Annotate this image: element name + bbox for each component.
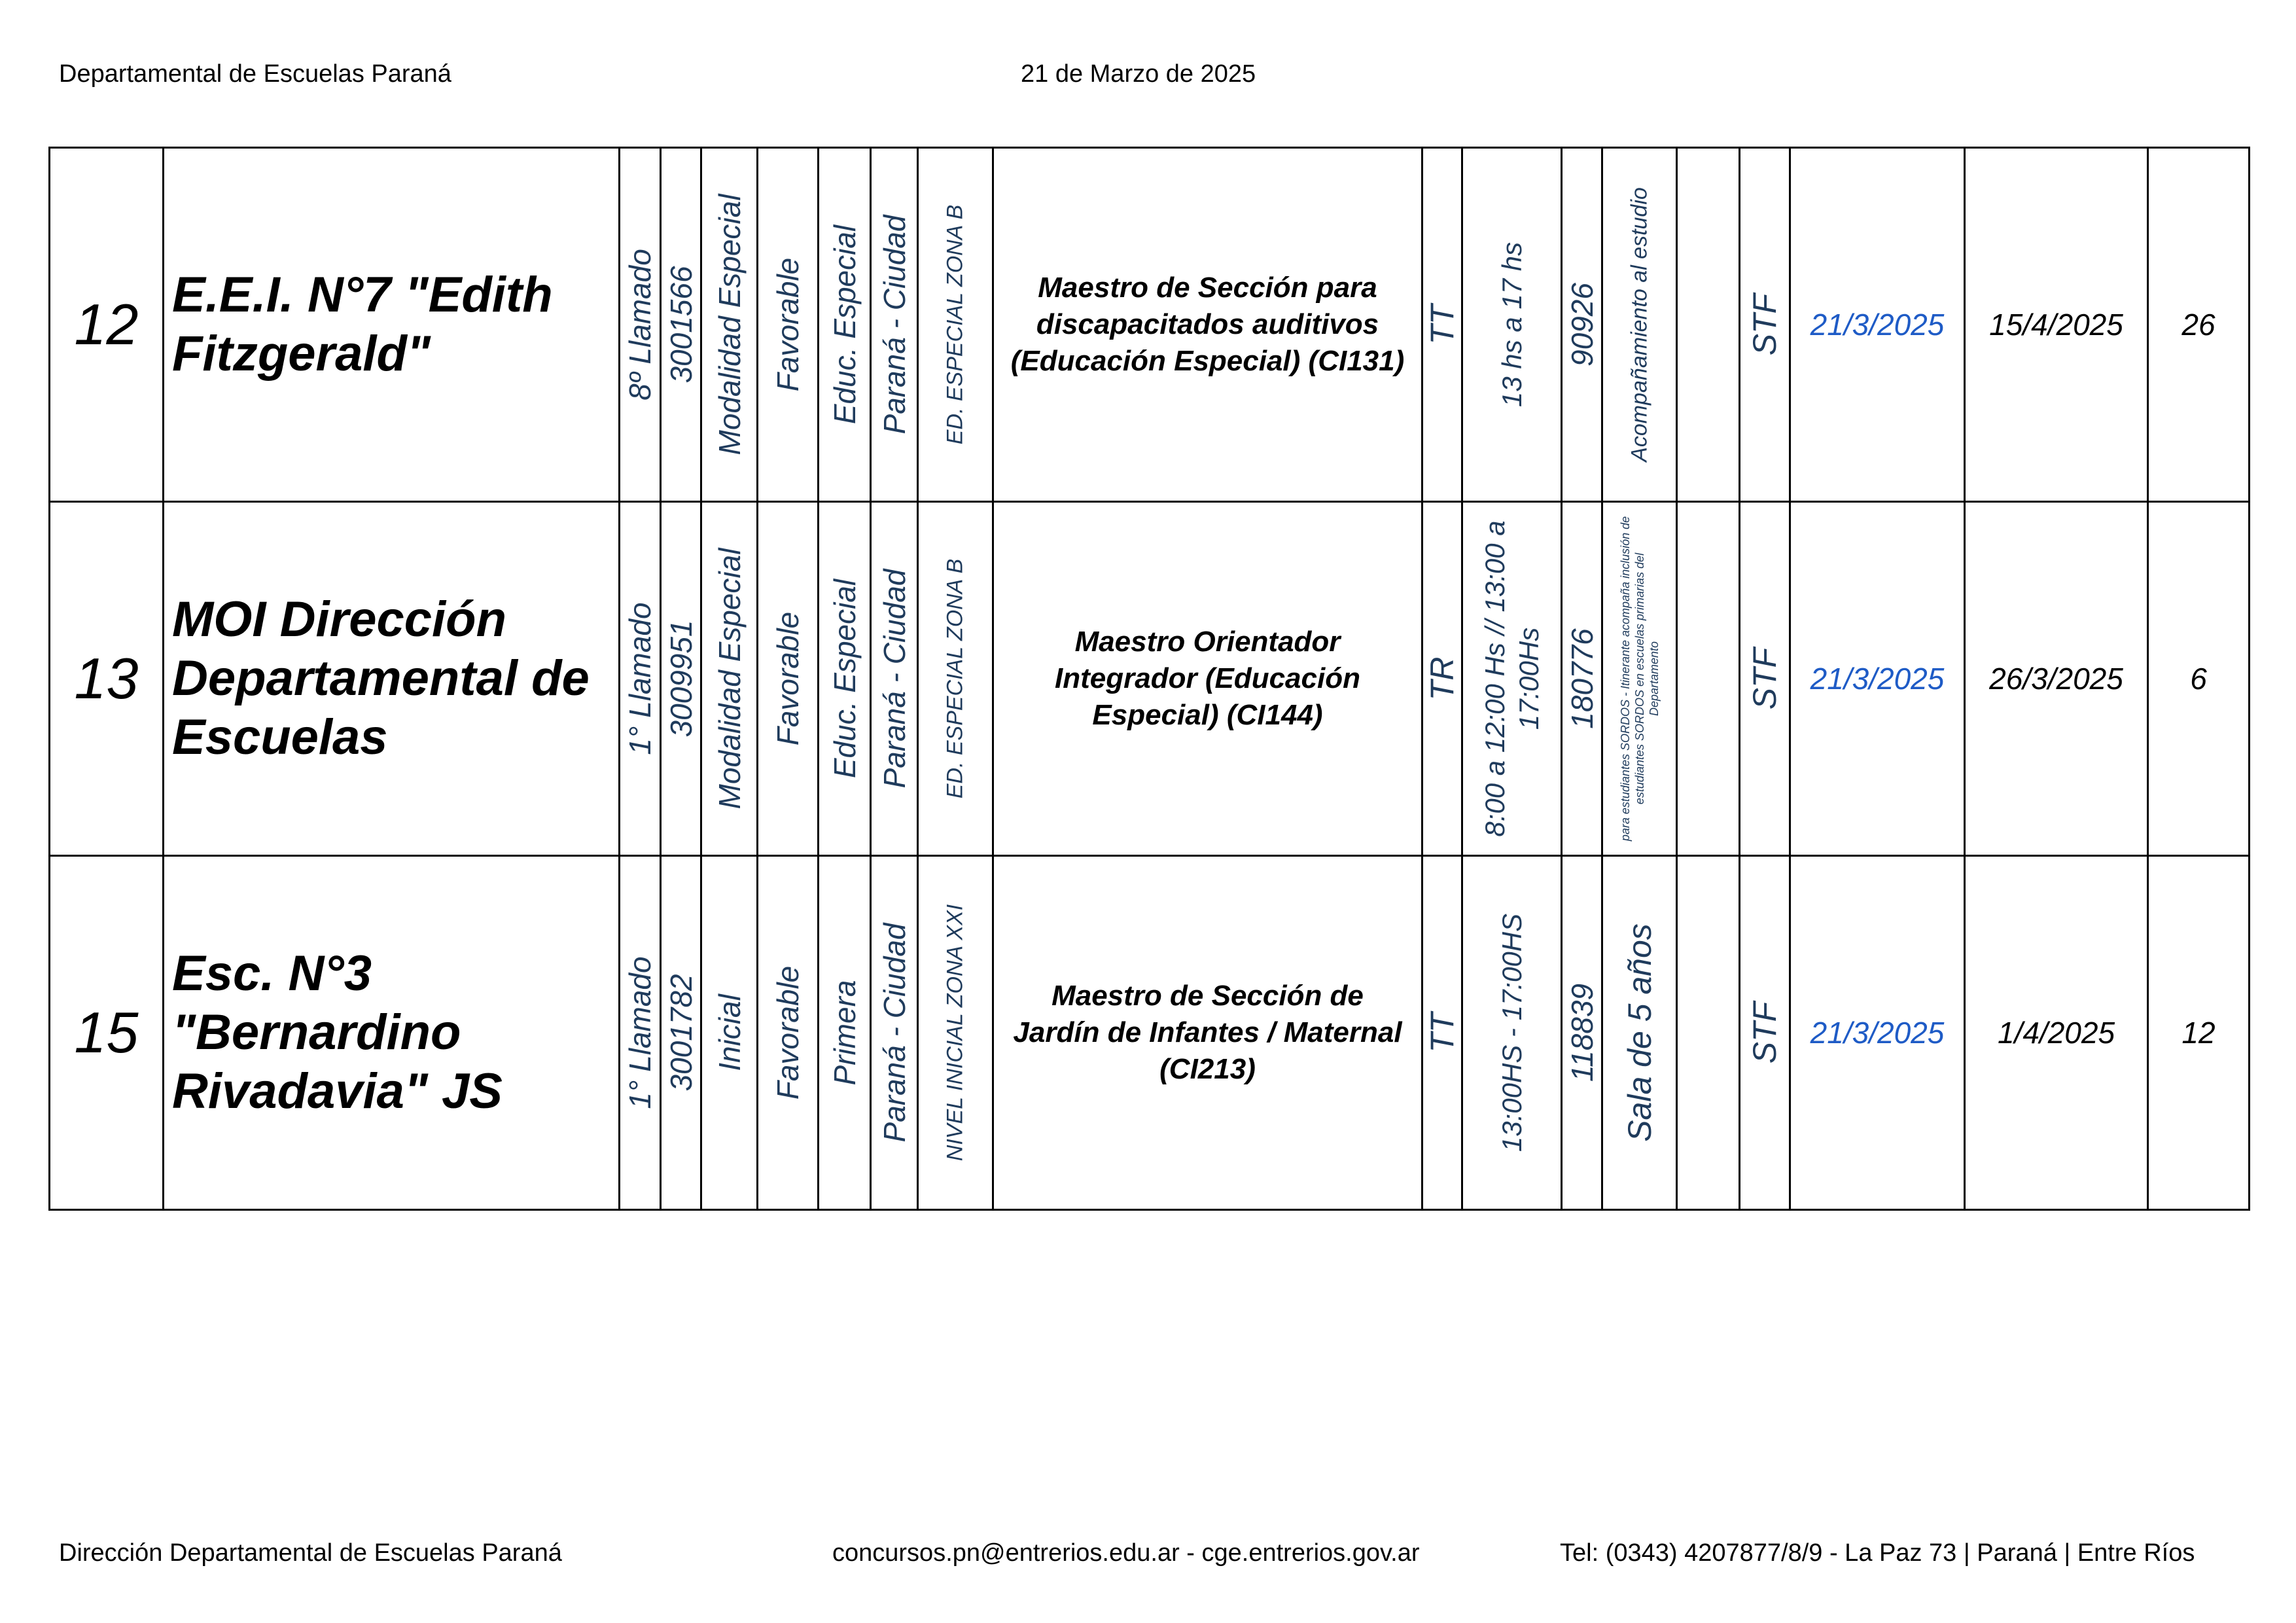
tipo-cell — [1740, 856, 1790, 1210]
tipo: STF — [1746, 293, 1783, 356]
horario: 8:00 a 12:00 Hs // 13:00 a 17:00Hs — [1479, 520, 1544, 837]
modalidad-cell — [701, 148, 758, 502]
observation: Sala de 5 años — [1621, 923, 1658, 1142]
header-left: Departamental de Escuelas Paraná — [59, 60, 451, 88]
nivel: Educ. Especial — [827, 224, 862, 425]
obs-cell — [1602, 502, 1677, 856]
nivel-cell — [819, 502, 871, 856]
turno: TR — [1424, 656, 1460, 701]
code: 3009951 — [663, 620, 698, 738]
horario-cell — [1462, 502, 1562, 856]
turno-cell — [1422, 856, 1462, 1210]
horario: 13 hs a 17 hs — [1496, 241, 1527, 408]
tipo: STF — [1746, 647, 1783, 710]
code-cell — [661, 856, 701, 1210]
zona: NIVEL INICIAL ZONA XXI — [942, 904, 968, 1162]
days-count: 26 — [2148, 148, 2250, 502]
llamado: 1° Llamado — [623, 602, 657, 755]
horario-cell — [1462, 856, 1562, 1210]
end-date: 26/3/2025 — [1965, 502, 2148, 856]
observation: para estudiantes SORDOS - Itinerante acompaña inclusión de estudiantes SORDOS en escuelas primarias del Departamento — [1618, 516, 1661, 842]
position-id: 118839 — [1564, 983, 1599, 1082]
estado: Favorable — [771, 611, 805, 746]
zona-cell — [918, 856, 993, 1210]
publication-date: 21/3/2025 — [1790, 856, 1965, 1210]
code: 3001566 — [663, 266, 698, 383]
nivel-cell — [819, 148, 871, 502]
table-row — [50, 502, 2250, 856]
table-row — [50, 856, 2250, 1210]
tipo-cell — [1740, 502, 1790, 856]
localidad: Paraná - Ciudad — [877, 923, 911, 1143]
nivel-cell — [819, 856, 871, 1210]
zona-cell — [918, 502, 993, 856]
footer-address: Tel: (0343) 4207877/8/9 - La Paz 73 | Paraná | Entre Ríos — [1560, 1539, 2195, 1567]
obs-cell — [1602, 148, 1677, 502]
end-date: 15/4/2025 — [1965, 148, 2148, 502]
modalidad-cell — [701, 856, 758, 1210]
code: 3001782 — [663, 974, 698, 1092]
footer-left: Dirección Departamental de Escuelas Paraná — [59, 1539, 562, 1567]
modalidad: Inicial — [712, 994, 747, 1071]
turno: TT — [1424, 1012, 1460, 1053]
llamado: 1° Llamado — [623, 956, 657, 1109]
llamado: 8º Llamado — [623, 249, 657, 401]
school-name: Esc. N°3 "Bernardino Rivadavia" JS — [164, 856, 620, 1210]
footer-contact-links[interactable]: concursos.pn@entrerios.edu.ar - cge.entrerios.gov.ar — [832, 1539, 1420, 1567]
localidad-cell — [871, 502, 918, 856]
row-number: 15 — [50, 856, 164, 1210]
code-cell — [661, 148, 701, 502]
turno-cell — [1422, 502, 1462, 856]
publication-date: 21/3/2025 — [1790, 502, 1965, 856]
days-count: 6 — [2148, 502, 2250, 856]
estado-cell — [758, 856, 819, 1210]
row-number: 13 — [50, 502, 164, 856]
days-count: 12 — [2148, 856, 2250, 1210]
modalidad: Modalidad Especial — [712, 194, 747, 455]
blank-cell — [1677, 856, 1740, 1210]
tipo: STF — [1746, 1001, 1783, 1064]
localidad: Paraná - Ciudad — [877, 215, 911, 435]
cargo: Maestro Orientador Integrador (Educación Especial) (CI144) — [993, 502, 1422, 856]
zona: ED. ESPECIAL ZONA B — [942, 204, 968, 445]
id-cell — [1562, 502, 1602, 856]
obs-cell — [1602, 856, 1677, 1210]
zona-cell — [918, 148, 993, 502]
school-name: E.E.I. N°7 "Edith Fitzgerald" — [164, 148, 620, 502]
end-date: 1/4/2025 — [1965, 856, 2148, 1210]
estado: Favorable — [771, 257, 805, 392]
localidad-cell — [871, 856, 918, 1210]
estado-cell — [758, 502, 819, 856]
id-cell — [1562, 148, 1602, 502]
publication-date: 21/3/2025 — [1790, 148, 1965, 502]
llamado-cell — [620, 502, 661, 856]
position-id: 90926 — [1564, 283, 1599, 366]
modalidad-cell — [701, 502, 758, 856]
blank-cell — [1677, 502, 1740, 856]
estado-cell — [758, 148, 819, 502]
tipo-cell — [1740, 148, 1790, 502]
localidad: Paraná - Ciudad — [877, 569, 911, 789]
cargo: Maestro de Sección de Jardín de Infantes / Maternal (CI213) — [993, 856, 1422, 1210]
row-number: 12 — [50, 148, 164, 502]
vacancies-table — [48, 147, 2250, 1211]
modalidad: Modalidad Especial — [712, 548, 747, 810]
estado: Favorable — [771, 965, 805, 1100]
turno: TT — [1424, 304, 1460, 345]
code-cell — [661, 502, 701, 856]
zona: ED. ESPECIAL ZONA B — [942, 558, 968, 799]
localidad-cell — [871, 148, 918, 502]
nivel: Primera — [827, 980, 862, 1086]
school-name: MOI Dirección Departamental de Escuelas — [164, 502, 620, 856]
table-row — [50, 148, 2250, 502]
blank-cell — [1677, 148, 1740, 502]
llamado-cell — [620, 148, 661, 502]
turno-cell — [1422, 148, 1462, 502]
id-cell — [1562, 856, 1602, 1210]
horario: 13:00HS - 17:00HS — [1496, 913, 1527, 1152]
header-date: 21 de Marzo de 2025 — [1021, 60, 1256, 88]
observation: Acompañamiento al estudio — [1627, 187, 1651, 462]
llamado-cell — [620, 856, 661, 1210]
nivel: Educ. Especial — [827, 579, 862, 779]
position-id: 180776 — [1564, 628, 1599, 729]
horario-cell — [1462, 148, 1562, 502]
cargo: Maestro de Sección para discapacitados auditivos (Educación Especial) (CI131) — [993, 148, 1422, 502]
